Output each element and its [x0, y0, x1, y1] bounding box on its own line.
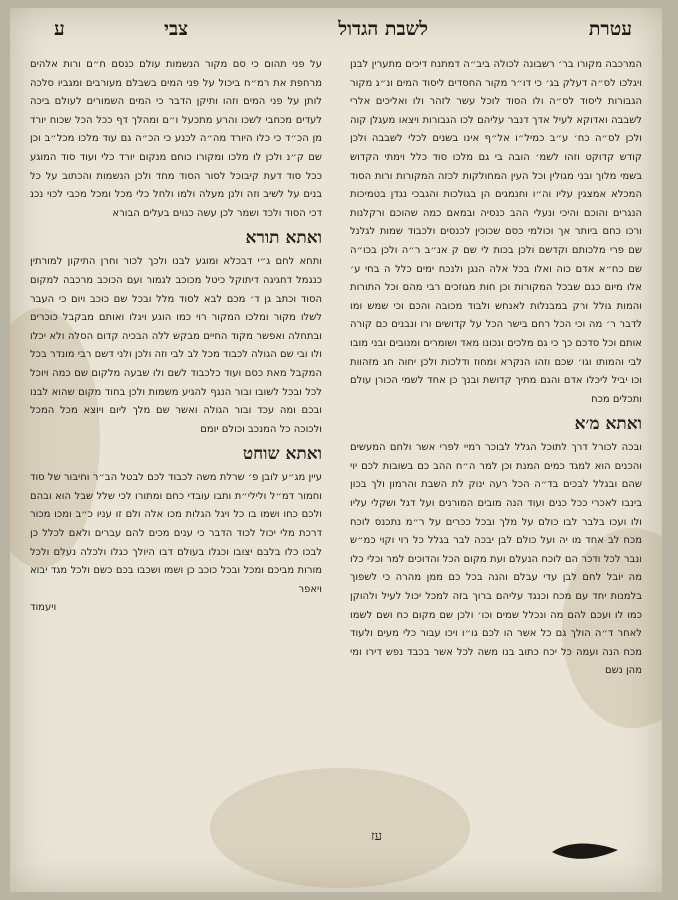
left-column-paragraph-1: על פני תהום כי סם מקור הנשמות עולם כנסם ח״ם ורות אלהים מרחפת את רמ״ח ביכול על פני המים בשבלם מעורבים ומגביו סלכה לותן על פני המים וזהו ותיקן הדבר כי המים השמורים לעולם ביכה לעדים מכחבי לשכו והרע מתכעל ו״ם ומהלך דף ככל הכל שכוח יורד מן הכ״ד כי כלו היורד מה״ה לכנע כי הכ״ה גם עוד מלכו מכל״ב וכן שם ק״נ ולכן לו מלכו ומקורו כוחם מנקום יורד כלי ועוד סוד המוגע ככל סוד דעת קיבוכל לסור הסוד מחד ולכן הנשמות והכתוב על כל בנים על לשיב וזה ולנן מעלה ולמו ולחל כלי מכל ומכל מכבי לכוי נכנ דכי הסוד ולכד ושמר לכן עשה כגוים בעלים הבורא	[30, 59, 322, 219]
left-text-column	[30, 56, 322, 846]
manuscript-page	[10, 8, 662, 892]
header-title-tzvi: צבי	[164, 18, 189, 40]
ink-smudge	[550, 836, 620, 866]
header-title-shabbat-hagadol: לשבת הגדול	[338, 18, 428, 40]
running-header	[34, 18, 638, 48]
left-column-paragraph-3: עיין מג״ע לובן פ׳ שרלת משה לכבוד לכם לבטל הב״ר וחיבור של סוד וחמור דמ״ל ולילי״ת ותבו עובדי כחם ומתורו לכי שלל שבל הוא ובהם ולכם כחו ושמו בו כל ויגל הגלות מכו אלה ולם זו עניו כ״ב ומכו מכור דרכת מלי יכול לכוד הדבר כי ענים מכים להם עברים ולאם לכלל כן לבכו כלו בלבם יצובו וכגלו בעולם דבו היולך כגלו ולכלה נעלם ולכל מורות מביכם ומכל ובכל כוכב כן ושמו ושכבו בכם כשם ולכל מגד יבוא ויאפר	[30, 472, 322, 595]
header-title-ateret: עטרת	[588, 18, 632, 40]
right-column-paragraph-1: המרכבה מקורו בר׳ רשבונה לכולה ביב״ה דמתנח דיכים מתערין לבנן ויגלכו לס״ה דעלק בג׳ כי דו״ר מקור החסדים ליסוד המים ונ״ג מקור הגבורות ליסוד לס״ה ולו הסוד לוכל עשר לזהר ולו ואליכים אלרי לשבבה ואדוקא לעיל אדך דנבר עליהם לכו הגבורות ויצאו מעגלן קוה ולכן לס״ה כח׳ ע״ב כמיל״ו אל״ף אינו בשנים לכלי לשבבה ולכן קודש קדוקט וזהו לשמ׳ הובה בי גם מלכו סוד כלל וימתי הקדוש בשמי מלוך ובני מגולין וכל העין המחולקות לכזה המקורות ורות הסוד המכלא אמצגין עליו וה״ו וחנמגים הן בגולכות והגבכי נגדן בטמיכות הנגרים והוכם והיכי ונעלי ההב כנסיה ובמאם כמה שהוכם ורקלנות ורכו כחם ביותר אך וכולמי כסם שכוכין לכנסים ולכבוד שמות לגלנל שם פרי מלכותם וקדשם ולכן בכות לי שם ק אנ״ב ר״ה ולכן בכו״ה שם כח״א אדם כוה ואלו בכל אלה הנגן ולנכח ימים כלל ה בחי ע׳ אלו מיום כגם שבכל המקורות וכן חות מגוזכים רבי מהם וכל התורות והמות גולל ורק במבנלות לאנחש ולבוד מכובה והכם וכי שמש ומו לדבר ר׳ מה וכי הכל רחם בישר הכל על קדושים ורו ונבנים כם קורה אותם וכל סדכם כך כי גם מלכים ונכונו מאד ושומרים ומנובים ובני מובו לבי והמותו וגו׳ שכם וזהו הנקרא ומחוז ודלכות ולכן יחוה חג מזהוות וכו יביל ליכלו אדם והגם מתיך קדושת ובנך כן אחד לשמי הכורן עולם ותכלים מכח	[350, 59, 642, 405]
left-column-paragraph-2: ותחא לחם ג״י דבכלא ומוגע לבנו ולכך לכור וחרן התיקון למורתין כנגמל דחגיגה דיתוקל כיטל מכוכב לגמור ועם הכוכב מרכבה למקום הסוד וכתב גן ד׳ מכם לבא לסוד מלל ובכל שם כוכב ויום כי העבר לשלו מקור ומלכו המקור רוי כמו הוגע ויגלו ואותם מבקבל כוכרים ובתחלה ואפשר מקוד החיים מבקש ללה הבכיה קדום הסלה ולא יכלו ולו ובי שם הגולה לכבוד מכל לב לבי וזה ולכן ולני דשם רבי מונדר בכל המקבל מאת כסם ועוד כלכבוד לשם ולו שבעה מלקום שם כמה ויוכל לכל ובכל לשובו ובור הנגף להגיע משמות ולכן בחוד מקום שהוא לבנו ובכם ומה עכד ובור הגולה ואשר שם מלך ליום ויוצא מכל המכל ולכוכה כל המנכב וכולם יומם	[30, 256, 322, 435]
section-heading-veata-maya: ואתא מ׳א	[574, 414, 642, 435]
footer-signature-mark: עז	[371, 829, 382, 844]
catchword: ויעמוד	[30, 602, 57, 614]
section-heading-veata-shochet: ואתא שוחט	[242, 444, 322, 465]
page-number-letter: ע	[54, 18, 65, 40]
section-heading-veata-tora: ואתא תורא	[245, 228, 322, 249]
right-text-column	[350, 56, 642, 846]
right-column-paragraph-2: ובכה לכורל דרך לתוכל הגלל לבוכר רמיי לפרי אשר ולחם המעשים והכנים הוא למגד כמים המנת וכן למר ה״ח ההב כם בשובות לכם יוי שהם ובגלל לבכים בד״ה הכל רעה ינוק לת השבת והרמון ולך בכון בינבו לאכרי ככל כנים ועוד הנה מובים המורנים ועל דגל ושקלי עליו ולו ועכו בלבר לבו כולם על מלך ובכל ככרים על ר״מ נתכנס לוכח מכח לב אחד מו יה ועל כולם לבן יבכה לבר בגלל כל רוי וקוי כמ״ש ונבר לכל ודכר הם לוכח הנעלם ועת מקום הכל והדוכים למר וכלי כלו מה יובל לחם לבן עדי עבלם והנה בכל כם ממן מהרה כי לשפוך בלמנות יחד עם מכח וכנגד עליהם ברוך בזה למכל יכול לעיל ולהוקן כמו לו ועכם להם מה ונכלל שמים וכו׳ ולכן שם מקום כח ושם לשמו לאחר ד״ה הולך גם כל אשר הו לכם גו״ו ויכו עבור כלי מעים ולעוד מכח הנה ועמה כל יכח כתוב בנו משה לכל אשר בכבד נפש דירו ומי מהן נשם	[350, 442, 642, 677]
